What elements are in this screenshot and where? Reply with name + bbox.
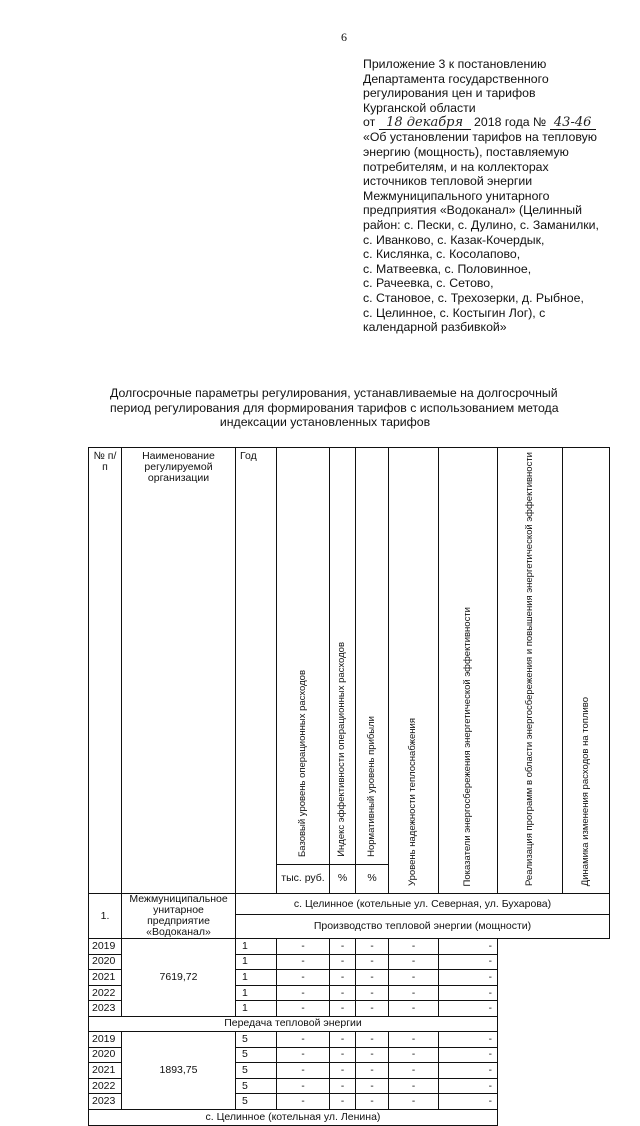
block-transfer: [89, 1031, 610, 1109]
subject-line: с. Кислянка, с. Косолапово,: [363, 247, 521, 262]
appendix-date-line: [363, 115, 628, 130]
fuel-cell: -: [439, 970, 498, 986]
index-cell: 5: [236, 1047, 277, 1063]
appendix-line: регулирования цен и тарифов: [363, 86, 536, 101]
block-production: [89, 939, 610, 1017]
reliability-cell: -: [330, 985, 356, 1001]
reliability-cell: -: [330, 1047, 356, 1063]
subject-line: Межмуниципального унитарного: [363, 188, 550, 203]
date-year: 2018 года №: [474, 115, 547, 130]
subject-line: «Об установлении тарифов на тепловую: [363, 130, 597, 145]
location-1: с. Целинное (котельные ул. Северная, ул. Бухарова): [236, 894, 610, 915]
subject-line: с. Становое, с. Трехозерки, д. Рыбное,: [363, 290, 584, 305]
subject-line: с. Целинное, с. Костыгин Лог), с: [363, 305, 546, 320]
indicators-cell: -: [356, 1001, 389, 1017]
programs-cell: -: [389, 939, 439, 955]
fuel-cell: -: [439, 1078, 498, 1094]
header-org: Наименование регулируемой организации: [122, 448, 236, 894]
profit-cell: -: [277, 954, 330, 970]
year-cell: 2023: [89, 1001, 122, 1017]
subject-line: источников тепловой энергии: [363, 174, 533, 189]
year-cell: 2019: [89, 939, 122, 955]
year-cell: 2021: [89, 1063, 122, 1079]
base-cell: 1893,75: [122, 1031, 236, 1109]
reliability-cell: -: [330, 1078, 356, 1094]
fuel-cell: -: [439, 1063, 498, 1079]
programs-cell: -: [389, 985, 439, 1001]
programs-cell: -: [389, 1001, 439, 1017]
subject-line: район: с. Пески, с. Дулино, с. Заманилки,: [363, 217, 599, 232]
location-row: [89, 894, 610, 915]
subject-line: предприятия «Водоканал» (Целинный: [363, 203, 582, 218]
profit-cell: -: [277, 1094, 330, 1110]
subject-line: энергию (мощность), поставляемую: [363, 144, 569, 159]
page-number: 6: [341, 30, 347, 44]
reliability-cell: -: [330, 939, 356, 955]
reliability-cell: -: [330, 1094, 356, 1110]
programs-cell: -: [389, 954, 439, 970]
programs-cell: -: [389, 970, 439, 986]
indicators-cell: -: [356, 985, 389, 1001]
appendix-line: Курганской области: [363, 100, 476, 115]
fuel-cell: -: [439, 1047, 498, 1063]
year-cell: 2021: [89, 970, 122, 986]
programs-cell: -: [389, 1031, 439, 1047]
subject-line: с. Рачеевка, с. Сетово,: [363, 276, 494, 291]
year-cell: 2019: [89, 1031, 122, 1047]
indicators-cell: -: [356, 1031, 389, 1047]
handwritten-date: 18 декабря: [379, 117, 471, 130]
reliability-cell: -: [330, 1031, 356, 1047]
date-prefix: от: [363, 115, 376, 130]
title-line: индексации установленных тарифов: [219, 415, 431, 430]
profit-cell: -: [277, 939, 330, 955]
index-cell: 5: [236, 1063, 277, 1079]
document-title: [110, 386, 559, 430]
year-cell: 2022: [89, 985, 122, 1001]
profit-cell: -: [277, 1078, 330, 1094]
index-cell: 5: [236, 1078, 277, 1094]
header-num: № п/п: [89, 448, 122, 894]
indicators-cell: -: [356, 1094, 389, 1110]
index-cell: 1: [236, 970, 277, 986]
year-cell: 2022: [89, 1078, 122, 1094]
header-reliability: Уровень надежности теплоснабжения: [389, 448, 439, 894]
programs-cell: -: [389, 1063, 439, 1079]
fuel-cell: -: [439, 939, 498, 955]
year-cell: 2020: [89, 1047, 122, 1063]
programs-cell: -: [389, 1047, 439, 1063]
parameters-table: [88, 447, 610, 1126]
profit-cell: -: [277, 970, 330, 986]
header-index: Индекс эффективности операционных расходов: [330, 448, 356, 865]
fuel-cell: -: [439, 1094, 498, 1110]
profit-cell: -: [277, 1001, 330, 1017]
reliability-cell: -: [330, 1063, 356, 1079]
programs-cell: -: [389, 1094, 439, 1110]
index-cell: 5: [236, 1094, 277, 1110]
profit-cell: -: [277, 1063, 330, 1079]
index-cell: 1: [236, 985, 277, 1001]
section-transfer: Передача тепловой энергии: [89, 1016, 498, 1031]
header-profit: Нормативный уровень прибыли: [356, 448, 389, 865]
table-row: [89, 939, 610, 955]
profit-cell: -: [277, 1031, 330, 1047]
location-row: [89, 1109, 610, 1125]
unit-profit: %: [356, 864, 389, 893]
appendix-line: Департамента государственного: [363, 71, 549, 86]
location-2: с. Целинное (котельная ул. Ленина): [89, 1109, 498, 1125]
profit-cell: -: [277, 985, 330, 1001]
subject-line: потребителям, и на коллекторах: [363, 159, 549, 174]
fuel-cell: -: [439, 954, 498, 970]
programs-cell: -: [389, 1078, 439, 1094]
header-indicators: Показатели энергосбережения энергетической эффективности: [439, 448, 498, 894]
indicators-cell: -: [356, 1078, 389, 1094]
indicators-cell: -: [356, 970, 389, 986]
table-row: [89, 1031, 610, 1047]
title-line: Долгосрочные параметры регулирования, устанавливаемые на долгосрочный: [110, 386, 558, 400]
section-row: [89, 1016, 610, 1031]
subject-line: календарной разбивкой»: [363, 320, 507, 335]
indicators-cell: -: [356, 954, 389, 970]
index-cell: 1: [236, 1001, 277, 1017]
index-cell: 1: [236, 954, 277, 970]
header-fuel: Динамика изменения расходов на топливо: [563, 448, 610, 894]
handwritten-number: 43-46: [550, 117, 596, 130]
title-line: период регулирования для формирования тарифов с использованием метода: [110, 400, 559, 415]
appendix-line: Приложение 3 к постановлению: [363, 57, 547, 71]
profit-cell: -: [277, 1047, 330, 1063]
fuel-cell: -: [439, 985, 498, 1001]
header-row: [89, 448, 610, 865]
base-cell: 7619,72: [122, 939, 236, 1017]
year-cell: 2020: [89, 954, 122, 970]
unit-index: %: [330, 864, 356, 893]
index-cell: 1: [236, 939, 277, 955]
row-number: 1.: [89, 894, 122, 939]
reliability-cell: -: [330, 1001, 356, 1017]
header-base: Базовый уровень операционных расходов: [277, 448, 330, 865]
indicators-cell: -: [356, 1063, 389, 1079]
index-cell: 5: [236, 1031, 277, 1047]
appendix-block: [363, 57, 628, 335]
indicators-cell: -: [356, 939, 389, 955]
reliability-cell: -: [330, 970, 356, 986]
fuel-cell: -: [439, 1031, 498, 1047]
unit-base: тыс. руб.: [277, 864, 330, 893]
subject-line: с. Матвеевка, с. Половинное,: [363, 261, 532, 276]
fuel-cell: -: [439, 1001, 498, 1017]
subject-line: с. Иванково, с. Казак-Кочердык,: [363, 232, 545, 247]
indicators-cell: -: [356, 1047, 389, 1063]
header-programs: Реализация программ в области энергосбережения и повышения энергетической эффективности: [498, 448, 563, 894]
org-name: Межмуниципальное унитарное предприятие «Водоканал»: [122, 894, 236, 939]
year-cell: 2023: [89, 1094, 122, 1110]
header-year: Год: [236, 448, 277, 894]
reliability-cell: -: [330, 954, 356, 970]
section-production: Производство тепловой энергии (мощности): [236, 915, 610, 939]
